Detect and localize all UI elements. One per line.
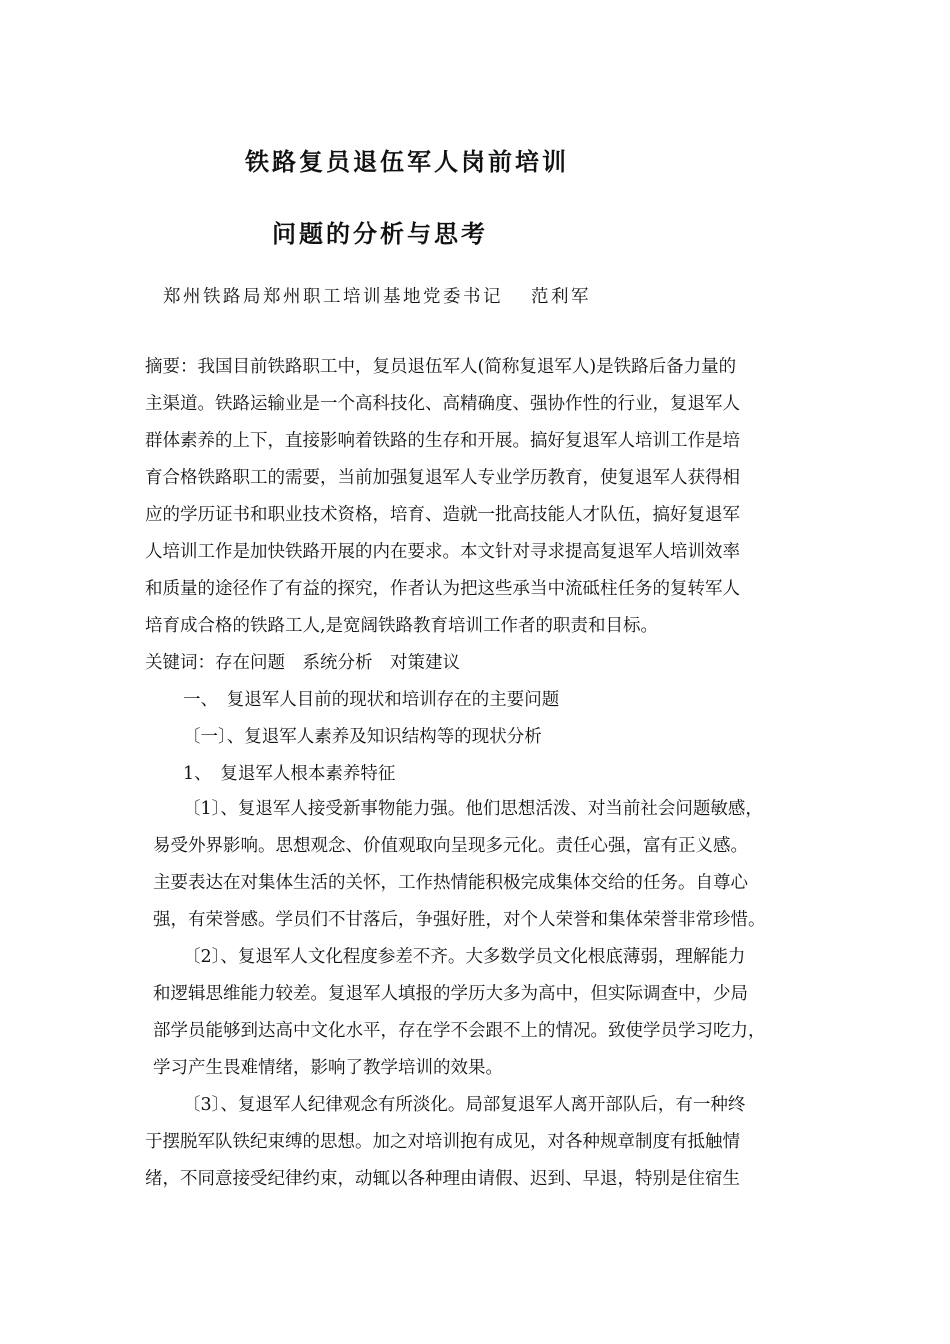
author-affiliation: 郑州铁路局郑州职工培训基地党委书记 [163,287,503,307]
abstract-line: 和质量的途径作了有益的探究，作者认为把这些承当中流砥柱任务的复转军人 [145,579,740,599]
section-heading: 一、 复退军人目前的现状和培训存在的主要问题 [183,690,560,710]
paragraph-line: 强，有荣誉感。学员们不甘落后，争强好胜，对个人荣誉和集体荣誉非常珍惜。 [153,910,766,930]
paragraph-line: 〔1〕、复退军人接受新事物能力强。他们思想活泼、对当前社会问题敏感， [183,799,763,819]
title-line-2: 问题的分析与思考 [272,219,488,248]
paragraph-line: 和逻辑思维能力较差。复退军人填报的学历大多为高中，但实际调查中，少局 [153,984,748,1004]
subsection-heading: 〔一〕、复退军人素养及知识结构等的现状分析 [183,727,542,747]
paragraph-line: 主要表达在对集体生活的关怀，工作热情能积极完成集体交给的任务。自尊心 [153,873,748,893]
paragraph-line: 于摆脱军队铁纪束缚的思想。加之对培训抱有成见，对各种规章制度有抵触情 [145,1132,740,1152]
abstract-line: 主渠道。铁路运输业是一个高科技化、高精确度、强协作性的行业，复退军人 [145,394,740,414]
abstract-line: 培育成合格的铁路工人,是宽阔铁路教育培训工作者的职责和目标。 [145,616,659,636]
paragraph-line: 部学员能够到达高中文化水平，存在学不会跟不上的情况。致使学员学习吃力， [153,1021,766,1041]
paragraph-line: 易受外界影响。思想观念、价值观取向呈现多元化。责任心强，富有正义感。 [153,836,748,856]
paragraph-line: 〔3〕、复退军人纪律观念有所淡化。局部复退军人离开部队后，有一种终 [183,1095,746,1115]
abstract-line: 人培训工作是加快铁路开展的内在要求。本文针对寻求提高复退军人培训效率 [145,542,740,562]
abstract-line: 群体素养的上下，直接影响着铁路的生存和开展。搞好复退军人培训工作是培 [145,431,740,451]
paragraph-line: 〔2〕、复退军人文化程度参差不齐。大多数学员文化根底薄弱，理解能力 [183,947,746,967]
paragraph-line: 学习产生畏难情绪，影响了教学培训的效果。 [153,1058,503,1078]
item-heading: 1、 复退军人根本素养特征 [183,764,396,784]
author-name: 范利军 [531,287,591,307]
abstract-line: 摘要：我国目前铁路职工中，复员退伍军人(简称复退军人)是铁路后备力量的 [145,357,737,377]
paragraph-line: 绪，不同意接受纪律约束，动辄以各种理由请假、迟到、早退，特别是住宿生 [145,1169,740,1189]
author-line [163,285,591,309]
abstract-line: 应的学历证书和职业技术资格，培育、造就一批高技能人才队伍，搞好复退军 [145,505,740,525]
title-line-1: 铁路复员退伍军人岗前培训 [245,147,569,176]
abstract-line: 育合格铁路职工的需要，当前加强复退军人专业学历教育，使复退军人获得相 [145,468,740,488]
keywords: 关键词：存在问题 系统分析 对策建议 [145,653,460,673]
